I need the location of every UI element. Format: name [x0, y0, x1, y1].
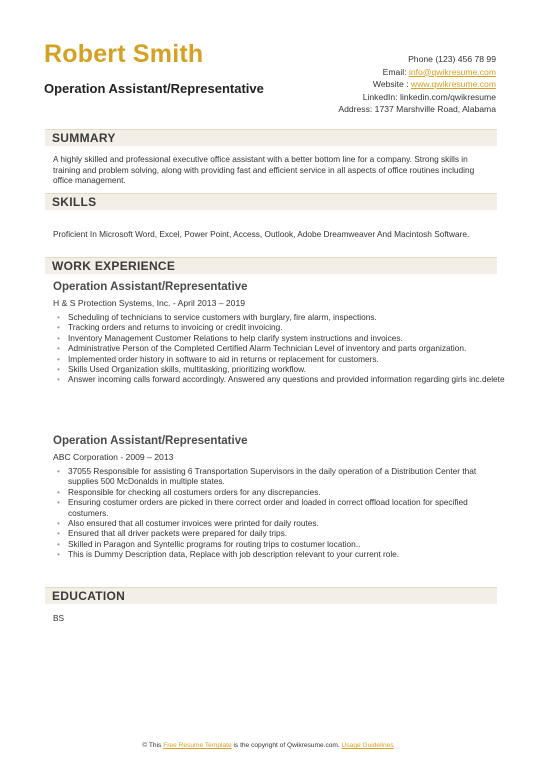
- contact-block: [338, 53, 496, 116]
- contact-website: [338, 78, 496, 91]
- email-link[interactable]: info@qwikresume.com: [408, 66, 496, 77]
- list-item: • Tracking orders and returns to invoicing or credit invoicing.: [68, 322, 508, 332]
- footer-middle: is the copyright of Qwikresume.com.: [233, 742, 340, 749]
- experience-heading: WORK EXPERIENCE: [52, 259, 176, 273]
- job-meta: H & S Protection Systems, Inc. - April 2013 – 2019: [53, 298, 246, 308]
- contact-linkedin: LinkedIn: linkedin.com/qwikresume: [362, 91, 496, 102]
- job-bullets: [56, 312, 508, 385]
- list-item: • Answer incoming calls forward accordingly. Answered any questions and provided information regarding girls inc.delete: [68, 374, 508, 384]
- list-item: • Implemented order history in software to aid in returns or replacement for customers.: [68, 354, 508, 364]
- footer: [0, 742, 536, 749]
- list-item: • This is Dummy Description data, Replace with job description relevant to your current role.: [68, 549, 508, 559]
- job-title: Operation Assistant/Representative: [53, 435, 248, 447]
- contact-address: Address: 1737 Marshville Road, Alabama: [338, 104, 496, 115]
- job-bullets: [56, 466, 508, 560]
- list-item: • Ensured that all driver packets were prepared for daily trips.: [68, 528, 508, 538]
- list-item: • Also ensured that all costumer invoices were printed for daily routes.: [68, 518, 508, 528]
- summary-heading: SUMMARY: [52, 131, 116, 145]
- list-item: • Responsible for checking all costumers orders for any discrepancies.: [68, 487, 508, 497]
- website-label: Website :: [372, 79, 409, 90]
- summary-section-header: [45, 129, 497, 146]
- phone-value: (123) 456 78 99: [435, 54, 496, 64]
- usage-guidelines-link[interactable]: Usage Guidelines: [341, 742, 394, 749]
- phone-label: Phone: [408, 54, 433, 64]
- education-heading: EDUCATION: [52, 589, 126, 603]
- candidate-name: Robert Smith: [44, 40, 204, 68]
- job-meta: ABC Corporation - 2009 – 2013: [53, 452, 174, 462]
- email-label: Email:: [382, 66, 407, 77]
- skills-section-header: [45, 193, 497, 210]
- free-resume-template-link[interactable]: Free Resume Template: [163, 742, 232, 749]
- list-item: • Skills Used Organization skills, multitasking, prioritizing workflow.: [68, 364, 508, 374]
- list-item: • 37055 Responsible for assisting 6 Transportation Supervisors in the daily operation of a Distribution Center that supplies 500 McDonalds in multiple states.: [68, 466, 508, 487]
- contact-phone: [338, 53, 496, 66]
- summary-text: A highly skilled and professional executive office assistant with a better bottom line for a company. Strong skills in training and problem solving, along with providing fast and efficient service in all aspects of office routines including office management.: [53, 154, 475, 185]
- experience-section-header: [45, 257, 497, 274]
- list-item: • Inventory Management Customer Relations to help clarify system instructions and invoices.: [68, 333, 508, 343]
- skills-heading: SKILLS: [52, 195, 97, 209]
- list-item: • Ensuring costumer orders are picked in there correct order and loaded in correct offload location for specified costumers.: [68, 497, 508, 518]
- footer-prefix: © This: [142, 742, 162, 749]
- education-section-header: [45, 587, 497, 604]
- list-item: • Skilled in Paragon and Syntellic programs for routing trips to costumer location..: [68, 539, 508, 549]
- list-item: • Scheduling of technicians to service customers with burglary, fire alarm, inspections.: [68, 312, 508, 322]
- website-link[interactable]: www.qwikresume.com: [410, 79, 496, 90]
- contact-email: [338, 66, 496, 79]
- candidate-title: Operation Assistant/Representative: [44, 81, 264, 96]
- skills-text: Proficient In Microsoft Word, Excel, Power Point, Access, Outlook, Adobe Dreamweaver And Macintosh Software.: [53, 229, 470, 239]
- job-title: Operation Assistant/Representative: [53, 281, 248, 293]
- education-text: BS: [53, 613, 65, 623]
- list-item: • Administrative Person of the Completed Certified Alarm Technician Level of inventory and parts organization.: [68, 343, 508, 353]
